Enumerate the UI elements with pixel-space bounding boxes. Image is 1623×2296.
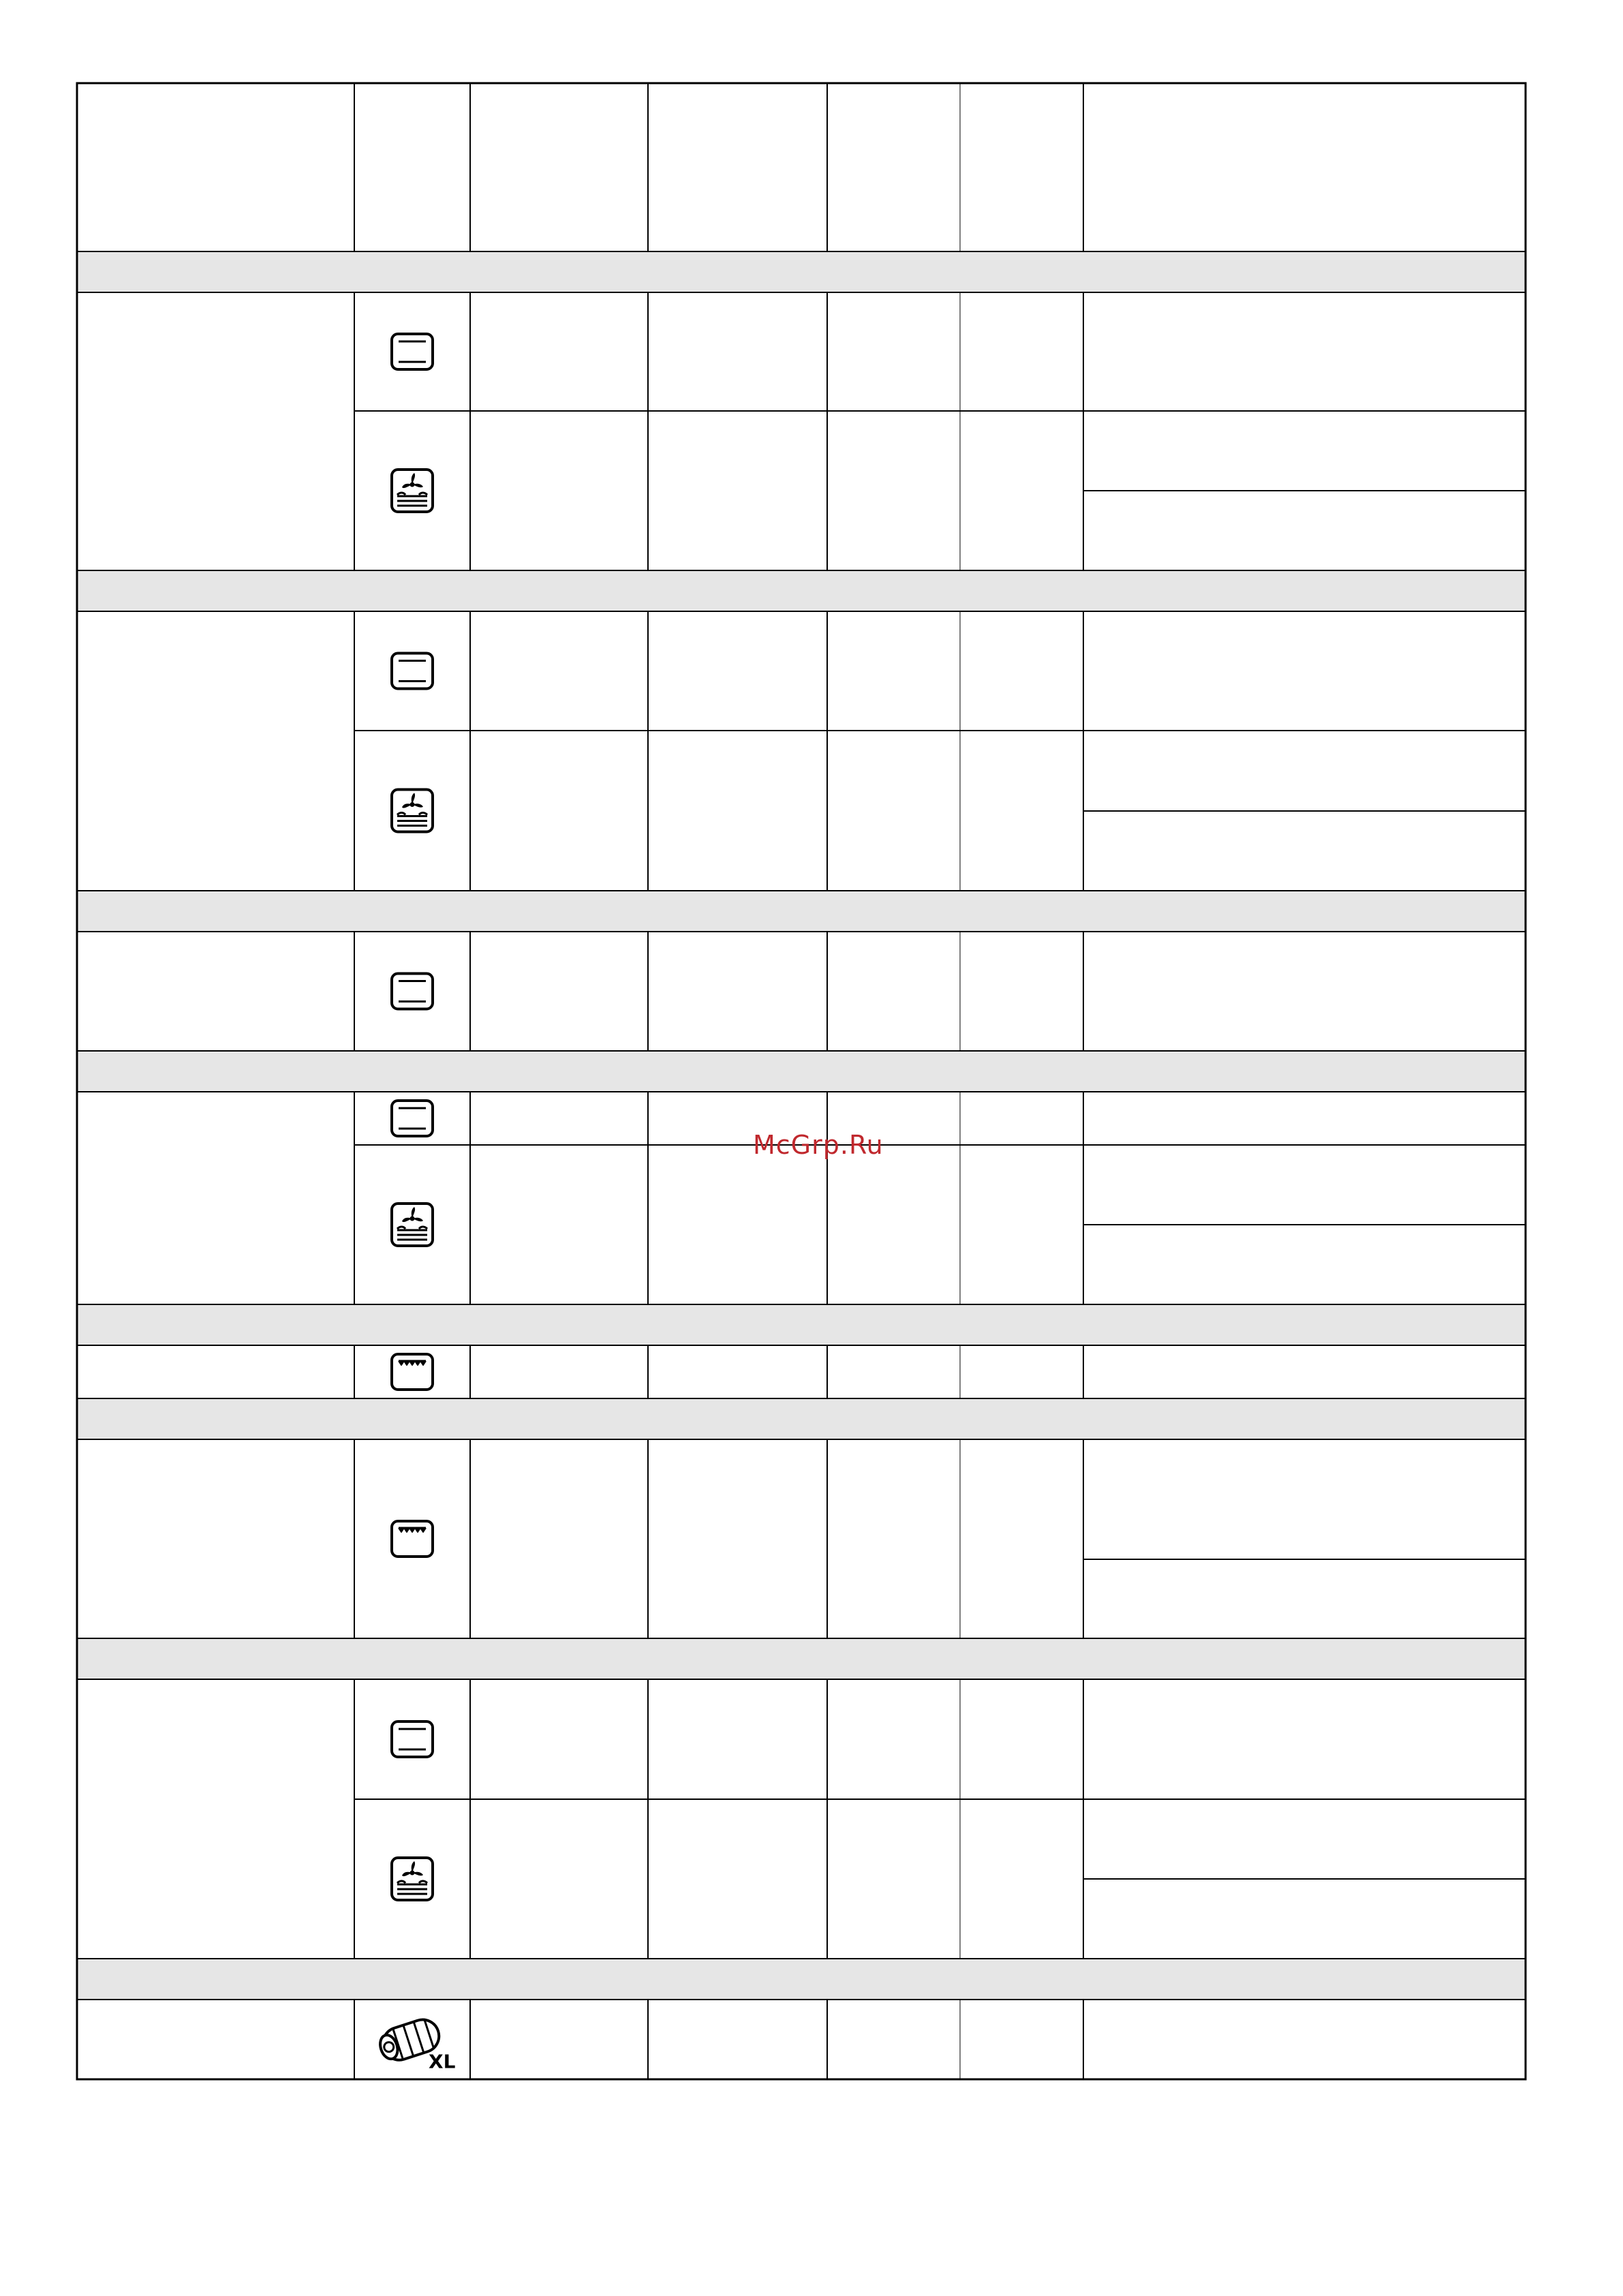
top-bottom-heat-icon [392, 654, 433, 689]
true-fan-cooking-icon [392, 1204, 433, 1246]
section-header-bar [77, 1959, 1526, 2000]
true-fan-cooking-icon [392, 1858, 433, 1900]
section-header-bar [77, 1638, 1526, 1679]
section-header-bar [77, 1304, 1526, 1345]
grill-icon [392, 1521, 433, 1557]
watermark: McGrp.Ru [753, 1130, 884, 1160]
true-fan-cooking-icon [392, 790, 433, 832]
top-bottom-heat-icon [392, 334, 433, 369]
top-bottom-heat-icon [392, 1101, 433, 1136]
grill-icon [392, 1354, 433, 1390]
top-bottom-heat-icon [392, 974, 433, 1009]
section-header-bar [77, 1051, 1526, 1092]
top-bottom-heat-icon [392, 1721, 433, 1757]
true-fan-cooking-icon [392, 470, 433, 512]
section-header-bar [77, 570, 1526, 611]
section-header-bar [77, 891, 1526, 932]
section-header-bar [77, 251, 1526, 292]
xl-caption: XL [429, 2050, 456, 2073]
section-header-bar [77, 1398, 1526, 1439]
